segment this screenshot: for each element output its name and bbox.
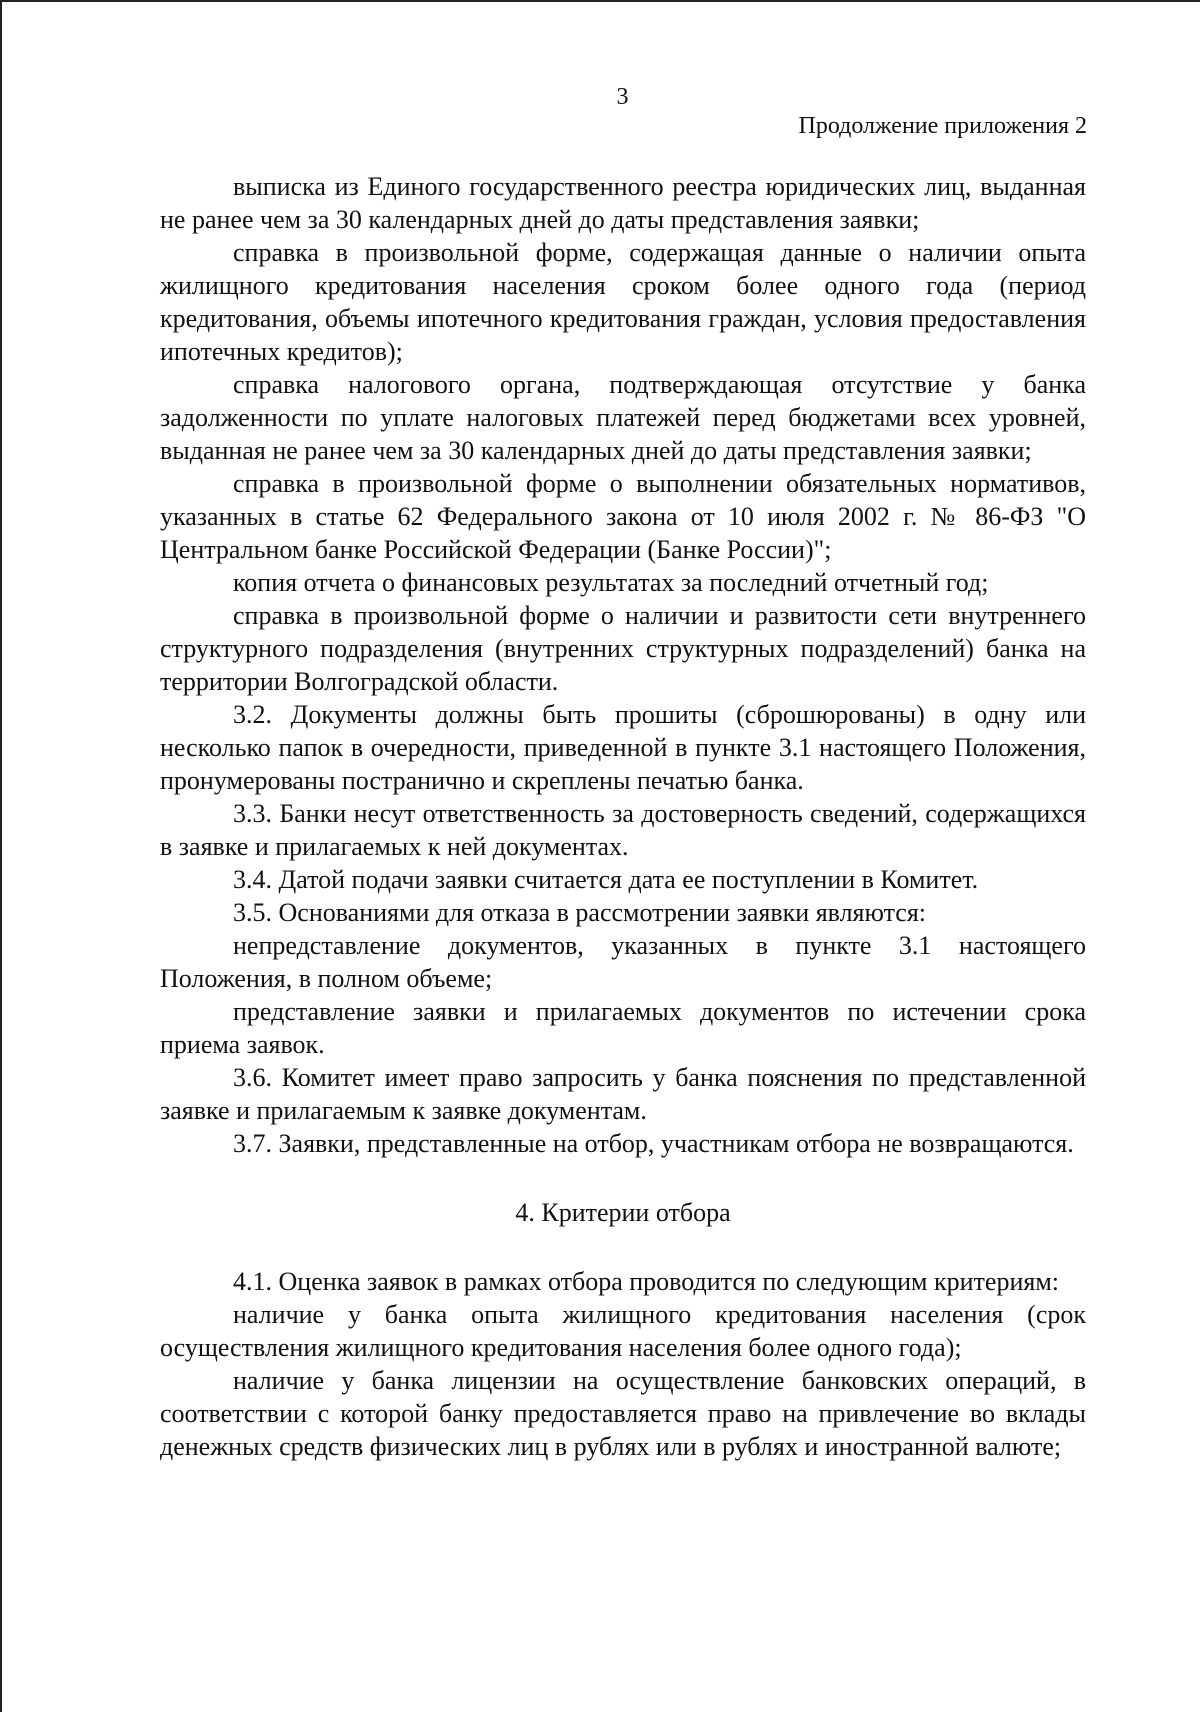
paragraph: непредставление документов, указанных в пункте 3.1 настоящего Положения, в полном объеме; <box>160 931 1086 993</box>
paragraph: копия отчета о финансовых результатах за последний отчетный год; <box>233 568 989 597</box>
paragraph: справка в произвольной форме о выполнении обязательных нормативов, указанных в статье 62 Федерального закона от 10 июля 2002 г. № 86-ФЗ "О Центральном банке Российской Федерации (Банке России)"; <box>160 469 1086 564</box>
document-body <box>160 170 1086 1463</box>
paragraph: 4.1. Оценка заявок в рамках отбора проводится по следующим критериям: <box>233 1267 1060 1296</box>
paragraph: выписка из Единого государственного реестра юридических лиц, выданная не ранее чем за 30 календарных дней до даты представления заявки; <box>160 172 1086 234</box>
paragraph: 3.6. Комитет имеет право запросить у банка пояснения по представленной заявке и прилагаемым к заявке документам. <box>160 1063 1086 1125</box>
paragraph: представление заявки и прилагаемых документов по истечении срока приема заявок. <box>160 997 1086 1059</box>
scan-edge-left <box>0 0 2 1712</box>
paragraph: 3.7. Заявки, представленные на отбор, участникам отбора не возвращаются. <box>233 1129 1074 1158</box>
paragraph: справка в произвольной форме о наличии и развитости сети внутреннего структурного подразделения (внутренних структурных подразделений) банка на территории Волгоградской области. <box>160 601 1086 696</box>
paragraph: справка налогового органа, подтверждающая отсутствие у банка задолженности по уплате налоговых платежей перед бюджетами всех уровней, выданная не ранее чем за 30 календарных дней до даты представления заявки; <box>160 370 1086 465</box>
section-heading: 4. Критерии отбора <box>515 1198 731 1227</box>
page-number: 3 <box>616 84 629 110</box>
scan-edge-top <box>0 0 1200 2</box>
appendix-continuation-label: Продолжение приложения 2 <box>798 113 1087 139</box>
paragraph: 3.3. Банки несут ответственность за достоверность сведений, содержащихся в заявке и прилагаемых к ней документах. <box>160 799 1086 861</box>
paragraph: 3.5. Основаниями для отказа в рассмотрении заявки являются: <box>233 898 926 927</box>
paragraph: 3.2. Документы должны быть прошиты (сброшюрованы) в одну или несколько папок в очередности, приведенной в пункте 3.1 настоящего Положения, пронумерованы постранично и скреплены печатью банка. <box>160 700 1086 795</box>
paragraph: наличие у банка лицензии на осуществление банковских операций, в соответствии с которой банку предоставляется право на привлечение во вклады денежных средств физических лиц в рублях или в рублях и иностранной валюте; <box>160 1366 1086 1461</box>
paragraph: 3.4. Датой подачи заявки считается дата ее поступлении в Комитет. <box>233 865 979 894</box>
paragraph: справка в произвольной форме, содержащая данные о наличии опыта жилищного кредитования населения сроком более одного года (период кредитования, объемы ипотечного кредитования граждан, условия предоставления ипотечных кредитов); <box>160 238 1086 366</box>
paragraph: наличие у банка опыта жилищного кредитования населения (срок осуществления жилищного кредитования населения более одного года); <box>160 1300 1086 1362</box>
